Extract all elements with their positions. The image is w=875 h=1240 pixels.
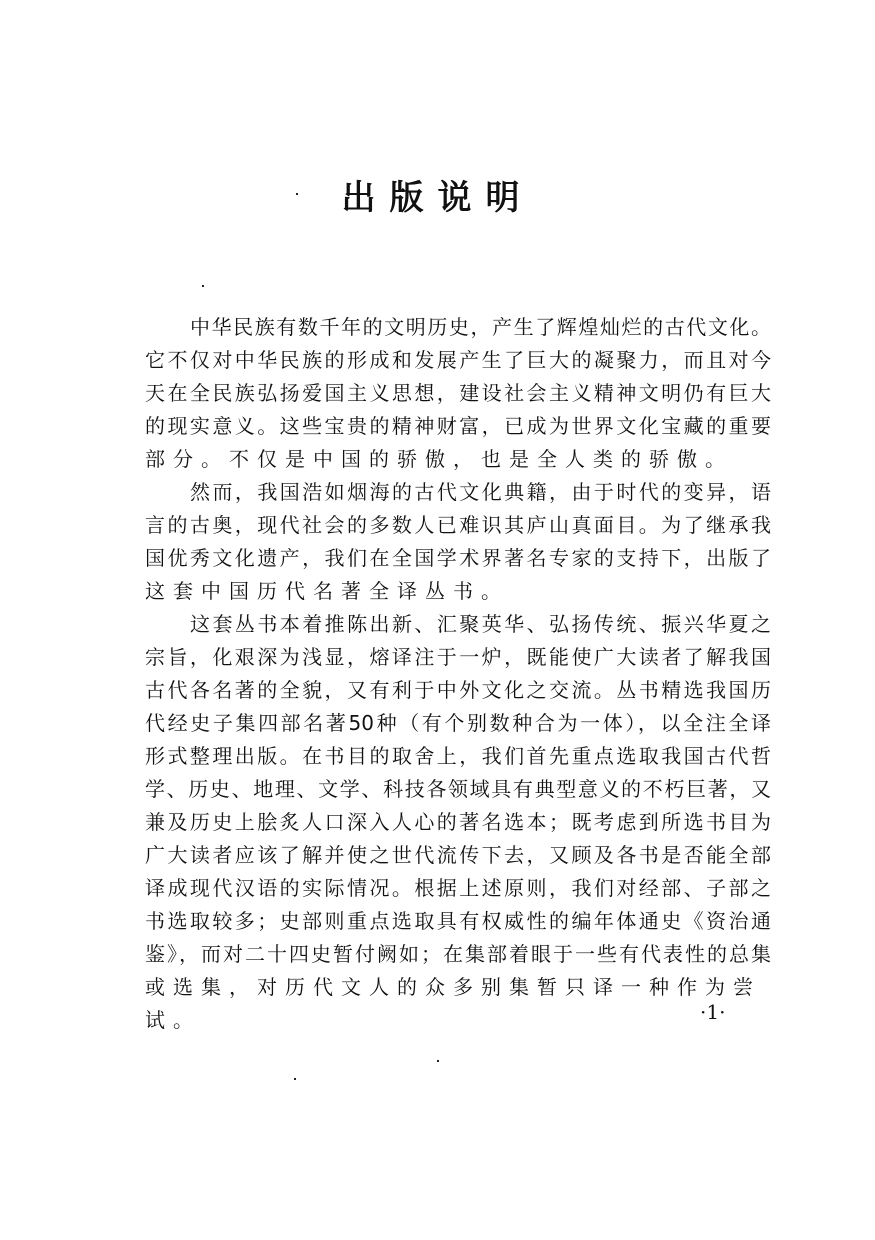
text-line: 中华民族有数千年的文明历史，产生了辉煌灿烂的古代文化。 xyxy=(190,315,771,339)
text-line: 天在全民族弘扬爱国主义思想，建设社会主义精神文明仍有巨大 xyxy=(145,381,771,405)
text-line: 形式整理出版。在书目的取舍上，我们首先重点选取我国古代哲 xyxy=(145,744,771,768)
page-title: 出版说明 xyxy=(341,178,534,218)
text-line: 代经史子集四部名著50种（有个别数种合为一体），以全注全译 xyxy=(145,711,771,735)
text-line: 它不仅对中华民族的形成和发展产生了巨大的凝聚力，而且对今 xyxy=(145,348,771,372)
text-line: 宗旨，化艰深为浅显，熔译注于一炉，既能使广大读者了解我国 xyxy=(145,645,771,669)
text-line: 部分。不仅是中国的骄傲，也是全人类的骄傲。 xyxy=(145,447,733,471)
text-line: 言的古奥，现代社会的多数人已难识其庐山真面目。为了继承我 xyxy=(145,513,771,537)
text-line: 译成现代汉语的实际情况。根据上述原则，我们对经部、子部之 xyxy=(145,876,771,900)
text-line: 鉴》，而对二十四史暂付阙如；在集部着眼于一些有代表性的总集 xyxy=(145,942,771,966)
text-line: 国优秀文化遗产，我们在全国学术界著名专家的支持下，出版了 xyxy=(145,546,771,570)
text-line: 广大读者应该了解并使之世代流传下去，又顾及各书是否能全部 xyxy=(145,843,771,867)
page-number: ·1· xyxy=(700,1000,726,1024)
body-text xyxy=(145,311,771,1037)
scan-speck xyxy=(202,285,204,287)
scan-speck xyxy=(296,193,298,195)
text-line: 古代各名著的全貌，又有利于中外文化之交流。丛书精选我国历 xyxy=(145,678,771,702)
text-line: 学、历史、地理、文学、科技各领域具有典型意义的不朽巨著，又 xyxy=(145,777,771,801)
scan-speck xyxy=(437,1060,439,1062)
text-line: 兼及历史上脍炙人口深入人心的著名选本；既考虑到所选书目为 xyxy=(145,810,771,834)
text-line: 这套丛书本着推陈出新、汇聚英华、弘扬传统、振兴华夏之 xyxy=(190,612,771,636)
scan-speck xyxy=(294,1078,296,1080)
text-line: 这套中国历代名著全译丛书。 xyxy=(145,579,509,603)
text-line: 的现实意义。这些宝贵的精神财富，已成为世界文化宝藏的重要 xyxy=(145,414,771,438)
text-line: 然而，我国浩如烟海的古代文化典籍，由于时代的变异，语 xyxy=(190,480,771,504)
text-line: 书选取较多；史部则重点选取具有权威性的编年体通史《资治通 xyxy=(145,909,771,933)
text-line: 或选集，对历代文人的众多别集暂只译一种作为尝试。 xyxy=(145,975,761,1032)
